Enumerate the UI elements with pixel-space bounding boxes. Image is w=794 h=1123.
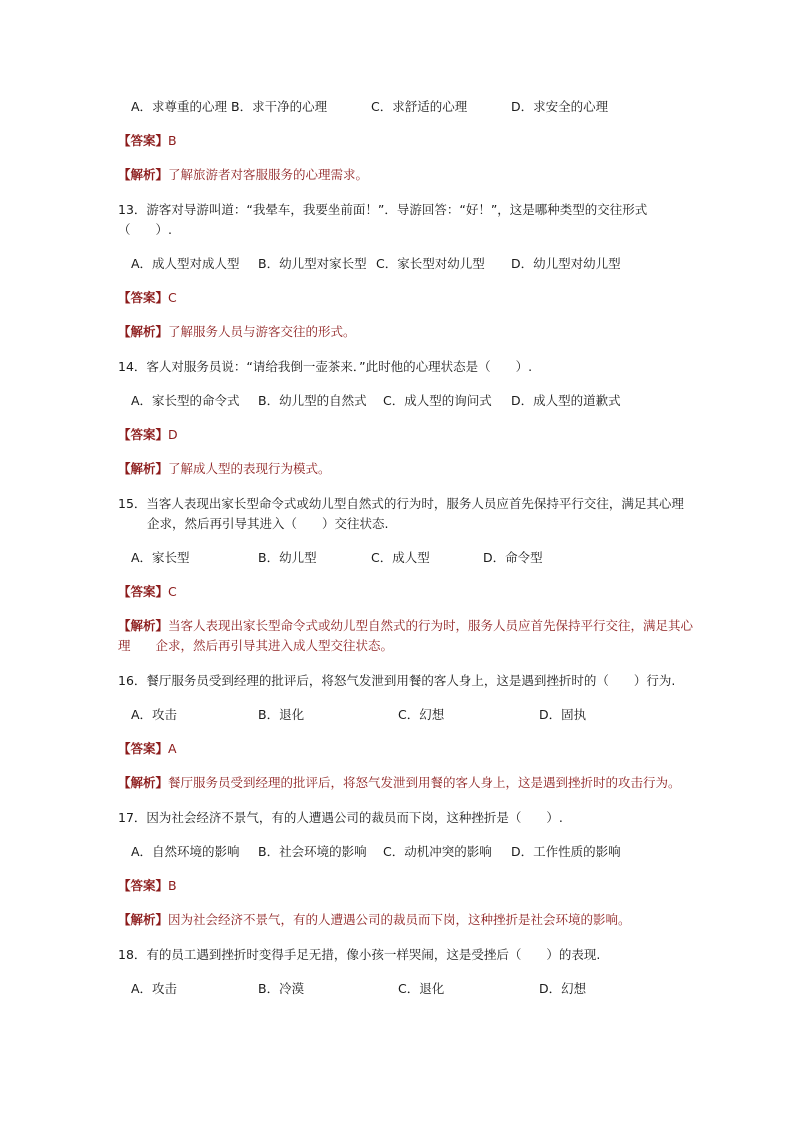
option-c: C．成人型的询问式 [383, 393, 492, 408]
analysis-text: 了解成人型的表现行为模式。 [168, 461, 331, 476]
question-18: 18．有的员工遇到挫折时变得手足无措，像小孩一样哭闹，这是受挫后（ ）的表现. [118, 947, 601, 962]
option-b: B．幼儿型对家长型 [258, 256, 367, 271]
option-b: B．退化 [258, 707, 305, 722]
analysis-tag: 【解析】 [118, 167, 169, 182]
answer-q16 [118, 741, 177, 757]
question-16: 16．餐厅服务员受到经理的批评后，将怒气发泄到用餐的客人身上，这是遇到挫折时的（ ）行为. [118, 673, 676, 688]
analysis-text: 了解旅游者对客服服务的心理需求。 [168, 167, 369, 182]
analysis-q13 [118, 324, 356, 340]
option-b: B．幼儿型的自然式 [258, 393, 367, 408]
question-17: 17．因为社会经济不景气，有的人遭遇公司的裁员而下岗，这种挫折是（ ）. [118, 810, 563, 825]
answer-value: A [168, 741, 177, 756]
answer-tag: 【答案】 [118, 290, 169, 305]
question-14: 14．客人对服务员说：“请给我倒一壶茶来．”此时他的心理状态是（ ）. [118, 359, 533, 374]
answer-value: B [168, 878, 177, 893]
option-a: A．家长型 [131, 550, 190, 565]
answer-q12 [118, 133, 177, 149]
option-b: B．冷漠 [258, 981, 305, 996]
answer-tag: 【答案】 [118, 133, 169, 148]
answer-tag: 【答案】 [118, 584, 169, 599]
option-a: A．自然环境的影响 [131, 844, 240, 859]
analysis-tag: 【解析】 [118, 775, 169, 790]
question-13-line-1: 13．游客对导游叫道：“我晕车，我要坐前面！”．导游回答：“好！”，这是哪种类型的交往形式 [118, 202, 648, 217]
question-13-line-2: （ ）. [118, 222, 172, 237]
option-b: B．社会环境的影响 [258, 844, 367, 859]
answer-tag: 【答案】 [118, 878, 169, 893]
analysis-text: 当客人表现出家长型命令式或幼儿型自然式的行为时，服务人员应首先保持平行交往，满足其心 [168, 618, 694, 633]
analysis-text: 了解服务人员与游客交往的形式。 [168, 324, 356, 339]
analysis-tag: 【解析】 [118, 618, 169, 633]
option-c: C．求舒适的心理 [371, 99, 468, 114]
option-c: C．动机冲突的影响 [383, 844, 492, 859]
answer-value: C [168, 290, 177, 305]
analysis-text: 餐厅服务员受到经理的批评后，将怒气发泄到用餐的客人身上，这是遇到挫折时的攻击行为。 [168, 775, 681, 790]
option-c: C．退化 [398, 981, 445, 996]
answer-tag: 【答案】 [118, 427, 169, 442]
analysis-q14 [118, 461, 331, 477]
answer-value: D [168, 427, 178, 442]
option-d: D．幼儿型对幼儿型 [511, 256, 621, 271]
option-c: C．成人型 [371, 550, 430, 565]
question-15-line-2: 企求，然后再引导其进入（ ）交往状态. [147, 516, 389, 531]
answer-q14 [118, 427, 178, 443]
answer-value: B [168, 133, 177, 148]
answer-tag: 【答案】 [118, 741, 169, 756]
option-a: A．攻击 [131, 981, 178, 996]
option-d: D．成人型的道歉式 [511, 393, 621, 408]
answer-q15 [118, 584, 177, 600]
option-a: A．攻击 [131, 707, 178, 722]
analysis-tag: 【解析】 [118, 461, 169, 476]
option-b: B．幼儿型 [258, 550, 317, 565]
option-d: D．求安全的心理 [511, 99, 609, 114]
analysis-text: 因为社会经济不景气，有的人遭遇公司的裁员而下岗，这种挫折是社会环境的影响。 [168, 912, 631, 927]
analysis-q12 [118, 167, 368, 183]
option-d: D．幻想 [539, 981, 587, 996]
answer-q17 [118, 878, 177, 894]
question-15-line-1: 15．当客人表现出家长型命令式或幼儿型自然式的行为时，服务人员应首先保持平行交往，满足其心理 [118, 496, 684, 511]
option-d: D．固执 [539, 707, 587, 722]
option-c: C．幻想 [398, 707, 445, 722]
analysis-q15-line-2: 理 企求，然后再引导其进入成人型交往状态。 [118, 638, 394, 653]
option-a: A．成人型对成人型 [131, 256, 240, 271]
option-d: D．命令型 [483, 550, 543, 565]
analysis-q17 [118, 912, 631, 928]
analysis-q15-line-1 [118, 618, 693, 634]
option-c: C．家长型对幼儿型 [376, 256, 485, 271]
option-a: A．求尊重的心理 [131, 99, 228, 114]
analysis-tag: 【解析】 [118, 912, 169, 927]
analysis-tag: 【解析】 [118, 324, 169, 339]
option-a: A．家长型的命令式 [131, 393, 240, 408]
answer-q13 [118, 290, 177, 306]
analysis-q16 [118, 775, 681, 791]
option-d: D．工作性质的影响 [511, 844, 621, 859]
option-b: B．求干净的心理 [231, 99, 328, 114]
answer-value: C [168, 584, 177, 599]
